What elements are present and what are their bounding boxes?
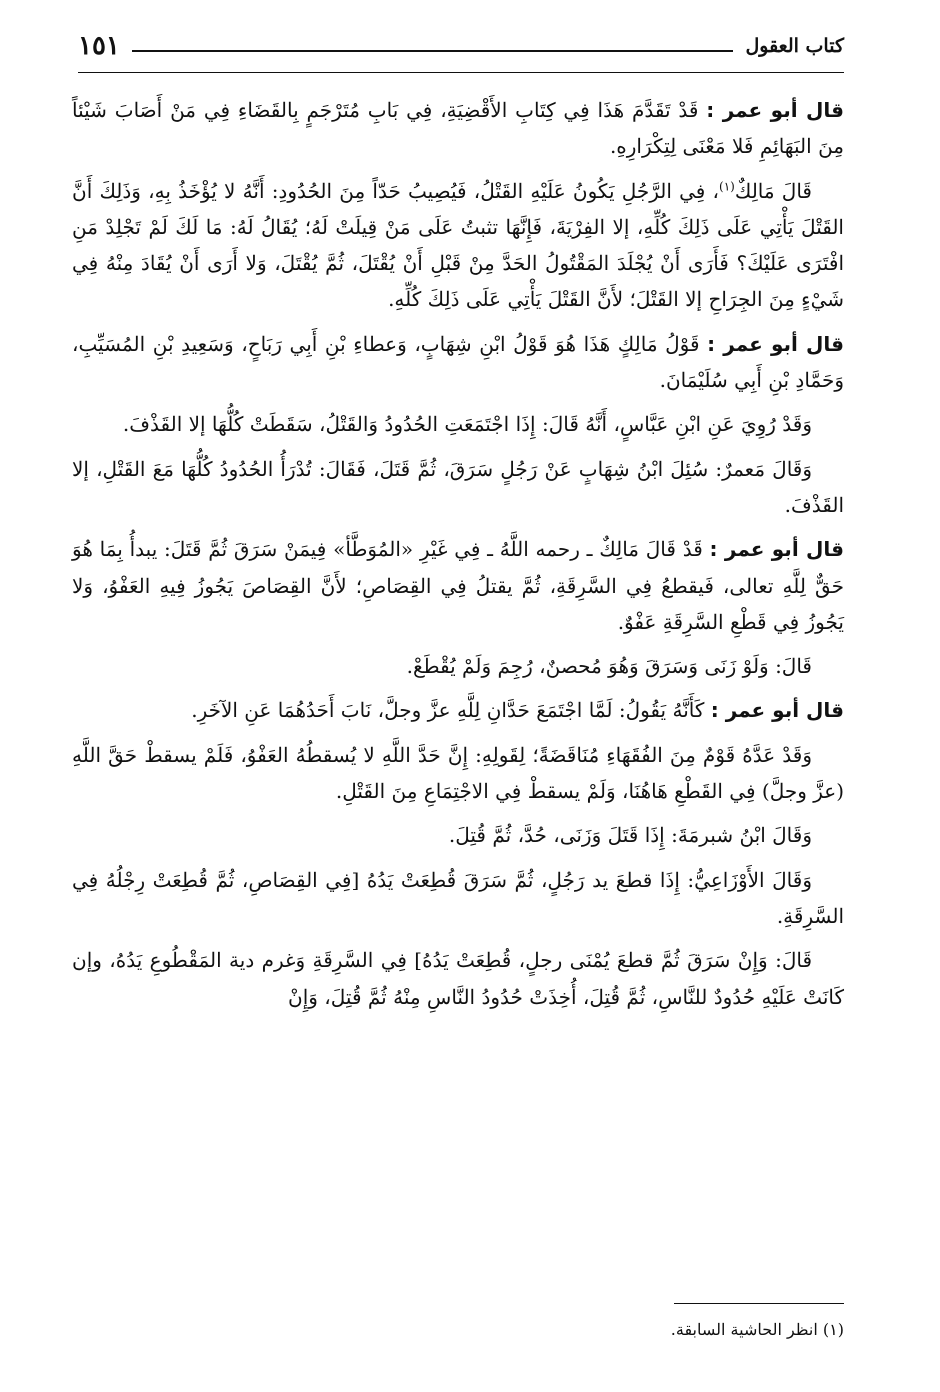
paragraph: [72, 862, 844, 935]
paragraph: [72, 451, 844, 524]
speaker-label: قال أبو عمر :: [706, 98, 844, 122]
paragraph-text: قَالَ: وَلَوْ زَنَى وَسَرَقَ وَهُوَ مُحصنٌ، رُجِمَ وَلَمْ يُقْطَعْ.: [406, 654, 812, 679]
footnote: (١) انظر الحاشية السابقة.: [670, 1320, 844, 1339]
paragraph: [72, 326, 844, 399]
paragraph-text: كَأَنَّهُ يَقُولُ: لَمَّا اجْتَمَعَ حَدَّانِ لِلَّهِ عزَّ وجلَّ، نَابَ أَحَدُهُمَا عَنِ الآخَرِ.: [191, 698, 711, 723]
paragraph: [72, 692, 844, 728]
paragraph-text: قَوْلُ مَالِكٍ هَذَا هُوَ قَوْلُ ابْنِ شِهَابٍ، وَعطاءِ بْنِ أَبِي رَبَاحٍ، وَسَعِيدِ بْنِ المُسَيِّبِ، وَحَمَّادِ بْنِ أَبِي سُلَيْمَانَ.: [72, 331, 844, 393]
page-header: [78, 22, 844, 70]
speaker-label: قال أبو عمر :: [707, 331, 845, 356]
paragraph-text: وَقَالَ الأَوْزَاعِيُّ: إِذَا قطعَ يد رَجُلٍ، ثُمَّ سَرَقَ قُطِعَتْ يَدُهُ [فِي القِصَاصِ، ثُمَّ قُطِعَتْ رِجْلُهُ فِي السَّرِقَةِ.: [72, 867, 844, 928]
paragraph-text: وَقَالَ ابْنُ شبرمَةَ: إِذَا قَتَلَ وَزَنَى، حُدَّ، ثُمَّ قُتِلَ.: [448, 823, 812, 848]
footnote-divider: [674, 1303, 844, 1304]
paragraph: [72, 817, 844, 853]
paragraph: [72, 648, 844, 684]
paragraph: [72, 92, 844, 165]
paragraph-text: وَقَدْ رُوِيَ عَنِ ابْنِ عَبَّاسٍ، أَنَّهُ قَالَ: إِذَا اجْتَمَعَتِ الحُدُودُ وَالقَتْلُ، سَقَطَتْ كُلُّهَا إلا القَذْفَ.: [122, 412, 812, 437]
page-number: ١٥١: [78, 31, 120, 61]
header-rule: [132, 50, 734, 52]
paragraph: [72, 737, 844, 810]
paragraph: [72, 406, 844, 442]
paragraph-text: قَالَ: وَإِنْ سَرَقَ ثُمَّ قطعَ يُمْنَى رجلٍ، قُطِعَتْ يَدُهُ] فِي السَّرِقَةِ وَغرم دية المَقْطُوعِ يَدُهُ، وإن كَانَتْ عَلَيْهِ حُدُودٌ للنَّاسِ، ثُمَّ قُتِلَ، أُخِذَتْ حُدُودُ النَّاسِ مِنْهُ ثُمَّ قُتِلَ، وَإِنْ: [72, 948, 844, 1009]
paragraph-text: ، فِي الرَّجُلِ يَكُونُ عَلَيْهِ القَتْلُ، فَيُصِيبُ حَدّاً مِنَ الحُدُودِ: أَنَّهُ لا يُؤْخَذُ بِهِ، وَذَلِكَ أَنَّ القَتْلَ يَأْتِي عَلَى ذَلِكَ كُلِّهِ، إلا الفِرْيَةَ، فَإِنَّهَا تثبتُ عَلَى مَنْ قِيلَتْ لَهُ؛ يُقَالُ لَهُ: مَا لَكَ لَمْ تَجْلِدْ مَنِ افْتَرَى عَلَيْكَ؟ فَأَرَى أَنْ يُجْلَدَ المَقْتُولُ الحَدَّ مِنْ قَبْلِ أَنْ يُقْتَلَ، ثُمَّ يُقْتَلَ، وَلا أَرَى أَنْ يُقَادَ مِنْهُ فِي شَيْءٍ مِنَ الجِرَاحِ إلا القَتْلَ؛ لأَنَّ القَتْلَ يَأْتِي عَلَى ذَلِكَ كُلِّهِ.: [72, 178, 844, 312]
paragraph-text: قَدْ قَالَ مَالِكٌ ـ رحمه اللَّهُ ـ فِي غَيْرِ «المُوَطَّأ» فِيمَنْ سَرَقَ ثُمَّ قَتَلَ: يبدأُ بِمَا هُوَ حَقٌّ لِلَّهِ تعالى، فَيقطعُ فِي السَّرِقَةِ، ثُمَّ يقتلُ فِي القِصَاصِ؛ لأَنَّ القِصَاصَ يَجُوزُ فِيهِ العَفْوُ، وَلا يَجُوزُ فِي قَطْعِ السَّرِقَةِ عَفْوٌ.: [72, 537, 844, 634]
paragraph-text: وَقَدْ عَدَّهُ قَوْمٌ مِنَ الفُقَهَاءِ مُنَاقَضَةً؛ لِقَولِهِ: إِنَّ حَدَّ اللَّهِ لا يُسقطُهُ العَفْوُ، فَلَمْ يسقطْ حَقَّ اللَّهِ (عزَّ وجلَّ) فِي القَطْعِ هَاهُنَا، وَلَمْ يسقطْ فِي الاجْتِمَاعِ مِنَ القَتْلِ.: [72, 742, 844, 804]
speaker-label: قال أبو عمر :: [709, 537, 844, 562]
speaker-label: قال أبو عمر :: [710, 698, 844, 723]
running-title: كتاب العقول: [745, 35, 844, 57]
paragraph-text: وَقَالَ مَعمرٌ: سُئِلَ ابْنُ شِهَابٍ عَنْ رَجُلٍ سَرَقَ، ثُمَّ قَتَلَ، فَقَالَ: تُدْرَأُ الحُدُودُ كُلُّهَا مَعَ القَتْلِ، إلا القَذْفَ.: [72, 456, 844, 517]
paragraph: [72, 173, 844, 318]
header-divider: [78, 72, 844, 73]
paragraph: [72, 531, 844, 640]
paragraph: [72, 942, 844, 1015]
paragraph-lead: قَالَ مَالِكٌ: [734, 178, 812, 203]
footnote-reference: (١): [719, 178, 735, 193]
paragraph-text: قَدْ تَقَدَّمَ هَذَا فِي كِتَابِ الأَقْضِيَةِ، فِي بَابِ مُتَرْجَمٍ بِالقَضَاءِ فِي مَنْ أَصَابَ شَيْئاً مِنَ البَهَائِمِ فَلا مَعْنَى لِتِكْرَارِهِ.: [72, 98, 844, 159]
body-text: [72, 92, 844, 1023]
